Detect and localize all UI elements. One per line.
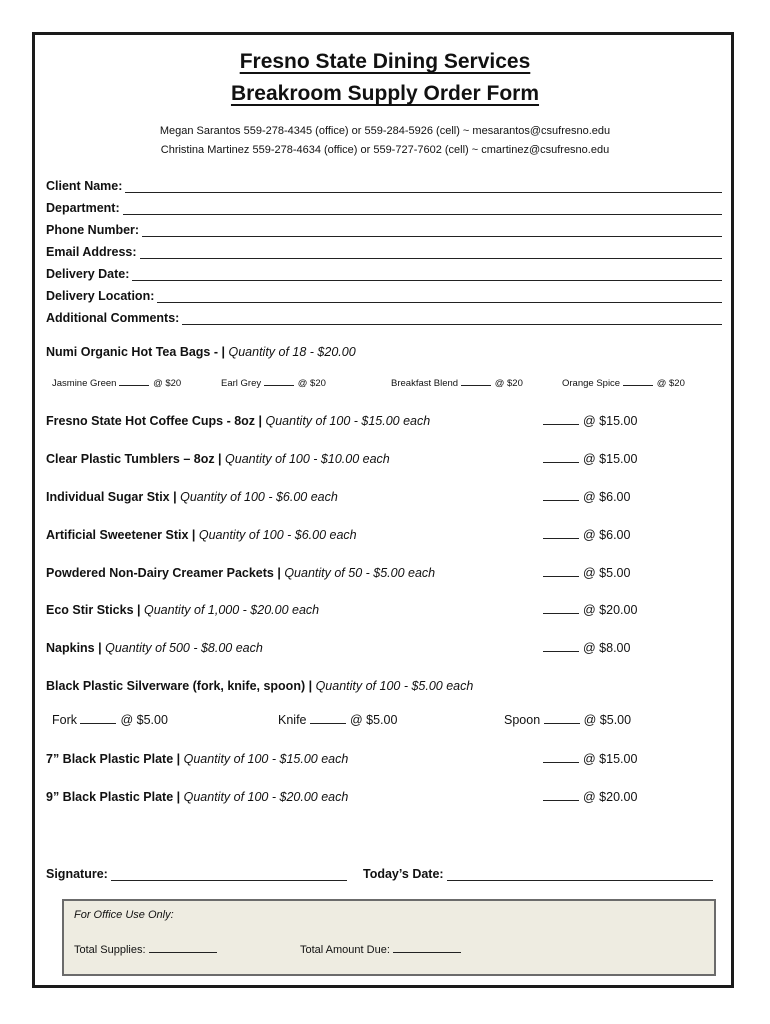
tea-option-breakfast[interactable]: [391, 378, 523, 389]
quantity-blank[interactable]: [623, 385, 653, 386]
price-napkins[interactable]: [543, 641, 630, 655]
item-creamer: [46, 566, 435, 580]
quantity-blank[interactable]: [543, 762, 579, 763]
price-coffee-cups[interactable]: [543, 414, 637, 428]
item-stir-sticks: [46, 603, 319, 617]
option-price: @ $20: [494, 378, 523, 389]
signature-label: Signature:: [46, 867, 108, 881]
total-amount-line[interactable]: [393, 943, 461, 953]
delivery-location-field[interactable]: [46, 283, 722, 303]
price-creamer[interactable]: [543, 566, 630, 580]
contact-megan: Megan Sarantos 559-278-4345 (office) or 559-284-5926 (cell) ~ mesarantos@csufresno.edu: [159, 125, 611, 137]
signature-line[interactable]: [111, 870, 347, 881]
field-label: Additional Comments:: [46, 311, 180, 325]
option-price: @ $5.00: [583, 713, 632, 727]
item-name: Powdered Non-Dairy Creamer Packets |: [46, 566, 281, 580]
item-coffee-cups: [46, 414, 430, 428]
item-7in-plate: [46, 752, 348, 766]
quantity-blank[interactable]: [543, 613, 579, 614]
unit-price: @ $15.00: [583, 752, 638, 766]
item-9in-plate: [46, 790, 348, 804]
tea-option-jasmine[interactable]: [52, 378, 181, 389]
option-label: Orange Spice: [562, 378, 621, 389]
item-name: Clear Plastic Tumblers – 8oz |: [46, 452, 222, 466]
option-label: Earl Grey: [221, 378, 262, 389]
item-quantity: Quantity of 50 - $5.00 each: [284, 566, 436, 580]
item-sweetener-stix: [46, 528, 357, 542]
quantity-blank[interactable]: [119, 385, 149, 386]
option-label: Knife: [278, 713, 307, 727]
item-quantity: Quantity of 100 - $15.00 each: [265, 414, 431, 428]
office-use-box: [62, 899, 716, 976]
option-price: @ $5.00: [120, 713, 168, 727]
item-name: Individual Sugar Stix |: [46, 490, 177, 504]
signature-field[interactable]: [46, 867, 347, 881]
total-amount-field[interactable]: [300, 943, 461, 956]
total-supplies-line[interactable]: [149, 943, 217, 953]
client-name-field[interactable]: [46, 173, 722, 193]
unit-price: @ $20.00: [583, 790, 638, 804]
item-quantity: Quantity of 100 - $6.00 each: [180, 490, 338, 504]
date-line[interactable]: [447, 870, 713, 881]
item-name: Artificial Sweetener Stix |: [46, 528, 196, 542]
quantity-blank[interactable]: [544, 723, 580, 724]
email-address-field[interactable]: [46, 239, 722, 259]
delivery-date-field[interactable]: [46, 261, 722, 281]
quantity-blank[interactable]: [543, 800, 579, 801]
field-label: Department:: [46, 201, 120, 215]
silverware-option-knife[interactable]: [278, 713, 397, 727]
silverware-option-fork[interactable]: [52, 713, 168, 727]
field-label: Delivery Date:: [46, 267, 130, 281]
date-label: Today’s Date:: [363, 867, 444, 881]
item-name: 7” Black Plastic Plate |: [46, 752, 181, 766]
todays-date-field[interactable]: [363, 867, 713, 881]
item-name: Eco Stir Sticks |: [46, 603, 141, 617]
item-tumblers: [46, 452, 390, 466]
item-quantity: Quantity of 100 - $15.00 each: [183, 752, 349, 766]
total-supplies-label: Total Supplies:: [74, 944, 146, 956]
form-org-title: Fresno State Dining Services: [239, 50, 531, 73]
quantity-blank[interactable]: [310, 723, 346, 724]
tea-option-orange-spice[interactable]: [562, 378, 685, 389]
entry-line[interactable]: [125, 182, 722, 193]
item-quantity: Quantity of 18 - $20.00: [228, 345, 356, 359]
additional-comments-field[interactable]: [46, 305, 722, 325]
unit-price: @ $6.00: [583, 490, 631, 504]
entry-line[interactable]: [157, 292, 722, 303]
option-label: Fork: [52, 713, 77, 727]
option-price: @ $20: [153, 378, 182, 389]
item-quantity: Quantity of 100 - $20.00 each: [183, 790, 349, 804]
quantity-blank[interactable]: [543, 576, 579, 577]
item-name: Fresno State Hot Coffee Cups - 8oz |: [46, 414, 263, 428]
tea-option-earl-grey[interactable]: [221, 378, 326, 389]
entry-line[interactable]: [132, 270, 722, 281]
item-sugar-stix: [46, 490, 338, 504]
item-name: 9” Black Plastic Plate |: [46, 790, 181, 804]
option-label: Breakfast Blend: [391, 378, 459, 389]
item-napkins: [46, 641, 263, 655]
item-quantity: Quantity of 100 - $10.00 each: [225, 452, 390, 466]
phone-number-field[interactable]: [46, 217, 722, 237]
price-tumblers[interactable]: [543, 452, 637, 466]
quantity-blank[interactable]: [543, 538, 579, 539]
total-amount-label: Total Amount Due:: [300, 944, 390, 956]
unit-price: @ $20.00: [583, 603, 638, 617]
quantity-blank[interactable]: [80, 723, 116, 724]
office-use-heading: For Office Use Only:: [74, 909, 174, 921]
silverware-option-spoon[interactable]: [504, 713, 631, 727]
price-sweetener-stix[interactable]: [543, 528, 630, 542]
quantity-blank[interactable]: [543, 424, 579, 425]
tea-item: [46, 345, 356, 359]
price-9in-plate[interactable]: [543, 790, 637, 804]
form-title: Breakroom Supply Order Form: [230, 82, 540, 105]
entry-line[interactable]: [123, 204, 722, 215]
entry-line[interactable]: [142, 226, 722, 237]
option-price: @ $20: [297, 378, 326, 389]
quantity-blank[interactable]: [543, 500, 579, 501]
quantity-blank[interactable]: [461, 385, 491, 386]
unit-price: @ $15.00: [583, 452, 638, 466]
item-quantity: Quantity of 100 - $5.00 each: [315, 679, 474, 693]
quantity-blank[interactable]: [543, 651, 579, 652]
field-label: Email Address:: [46, 245, 137, 259]
field-label: Client Name:: [46, 179, 123, 193]
item-name: Napkins |: [46, 641, 102, 655]
item-silverware: [46, 679, 473, 693]
department-field[interactable]: [46, 195, 722, 215]
option-label: Spoon: [504, 713, 541, 727]
unit-price: @ $8.00: [583, 641, 631, 655]
total-supplies-field[interactable]: [74, 943, 217, 956]
option-price: @ $20: [656, 378, 685, 389]
contact-christina: Christina Martinez 559-278-4634 (office) or 559-727-7602 (cell) ~ cmartinez@csufresno.edu: [160, 144, 610, 156]
option-price: @ $5.00: [349, 713, 398, 727]
item-name: Black Plastic Silverware (fork, knife, spoon) |: [46, 679, 313, 693]
quantity-blank[interactable]: [543, 462, 579, 463]
price-stir-sticks[interactable]: [543, 603, 637, 617]
price-7in-plate[interactable]: [543, 752, 637, 766]
field-label: Delivery Location:: [46, 289, 155, 303]
item-quantity: Quantity of 1,000 - $20.00 each: [144, 603, 320, 617]
unit-price: @ $6.00: [583, 528, 631, 542]
item-quantity: Quantity of 100 - $6.00 each: [198, 528, 357, 542]
entry-line[interactable]: [140, 248, 722, 259]
price-sugar-stix[interactable]: [543, 490, 630, 504]
entry-line[interactable]: [182, 314, 722, 325]
quantity-blank[interactable]: [264, 385, 294, 386]
item-name: Numi Organic Hot Tea Bags - |: [46, 345, 225, 359]
field-label: Phone Number:: [46, 223, 140, 237]
option-label: Jasmine Green: [52, 378, 117, 389]
item-quantity: Quantity of 500 - $8.00 each: [105, 641, 263, 655]
unit-price: @ $15.00: [583, 414, 638, 428]
unit-price: @ $5.00: [583, 566, 631, 580]
